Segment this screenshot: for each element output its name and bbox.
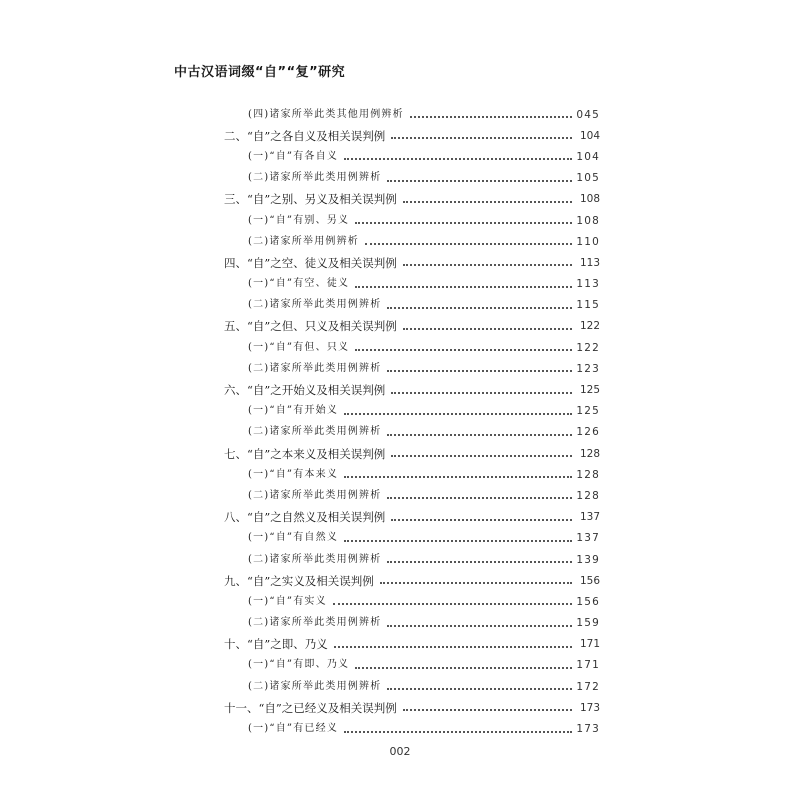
toc-subsection-entry[interactable]: [224, 168, 600, 189]
toc-entry-page-number: 137: [576, 532, 600, 545]
dot-leader: [344, 412, 572, 415]
toc-subsection-entry[interactable]: [224, 549, 600, 570]
dot-leader: [355, 221, 572, 224]
toc-entry-title: 六、“自”之开始义及相关误判例: [224, 383, 389, 397]
toc-subsection-entry[interactable]: [224, 274, 600, 295]
dot-leader: [387, 306, 572, 309]
dot-leader: [355, 666, 572, 669]
dot-leader: [387, 624, 572, 627]
dot-leader: [391, 136, 572, 139]
toc-entry-page-number: 156: [579, 574, 600, 587]
toc-entry-title: 八、“自”之自然义及相关误判例: [224, 510, 389, 524]
toc-entry-title: (一)“自”有即、乃义: [248, 658, 353, 672]
dot-leader: [365, 242, 572, 245]
toc-subsection-entry[interactable]: [224, 337, 600, 358]
dot-leader: [380, 581, 572, 584]
toc-subsection-entry[interactable]: [224, 401, 600, 422]
running-head: 中古汉语词缀“自”“复”研究: [174, 65, 346, 80]
table-of-contents: [224, 104, 600, 740]
toc-subsection-entry[interactable]: [224, 422, 600, 443]
toc-entry-page-number: 113: [579, 256, 600, 269]
toc-entry-page-number: 122: [576, 341, 600, 354]
dot-leader: [391, 518, 572, 521]
toc-section-entry[interactable]: [224, 316, 600, 337]
toc-section-entry[interactable]: [224, 125, 600, 146]
dot-leader: [334, 645, 572, 648]
toc-entry-page-number: 128: [576, 468, 600, 481]
dot-leader: [387, 496, 572, 499]
toc-entry-title: (二)诸家所举此类用例辨析: [248, 553, 385, 567]
toc-section-entry[interactable]: [224, 507, 600, 528]
toc-subsection-entry[interactable]: [224, 528, 600, 549]
toc-section-entry[interactable]: [224, 189, 600, 210]
toc-section-entry[interactable]: [224, 570, 600, 591]
toc-entry-page-number: 110: [576, 235, 600, 248]
toc-entry-page-number: 125: [576, 405, 600, 418]
toc-entry-page-number: 126: [576, 426, 600, 439]
toc-entry-title: (二)诸家所举此类用例辨析: [248, 425, 385, 439]
toc-entry-title: (一)“自”有本来义: [248, 468, 342, 482]
toc-entry-title: 七、“自”之本来义及相关误判例: [224, 447, 389, 461]
toc-subsection-entry[interactable]: [224, 295, 600, 316]
dot-leader: [344, 157, 572, 160]
toc-entry-page-number: 173: [576, 723, 600, 736]
toc-entry-title: (二)诸家所举用例辨析: [248, 235, 363, 249]
toc-entry-title: (二)诸家所举此类用例辨析: [248, 489, 385, 503]
toc-entry-title: (一)“自”有开始义: [248, 404, 342, 418]
dot-leader: [387, 369, 572, 372]
toc-subsection-entry[interactable]: [224, 613, 600, 634]
dot-leader: [410, 115, 572, 118]
toc-entry-title: 四、“自”之空、徒义及相关误判例: [224, 256, 401, 270]
dot-leader: [387, 687, 572, 690]
toc-entry-title: (二)诸家所举此类用例辨析: [248, 171, 385, 185]
toc-subsection-entry[interactable]: [224, 718, 600, 739]
toc-entry-title: 九、“自”之实义及相关误判例: [224, 574, 378, 588]
toc-entry-page-number: 171: [576, 659, 600, 672]
toc-entry-title: 三、“自”之别、另义及相关误判例: [224, 192, 401, 206]
toc-section-entry[interactable]: [224, 443, 600, 464]
toc-section-entry[interactable]: [224, 634, 600, 655]
toc-entry-title: (一)“自”有空、徒义: [248, 277, 353, 291]
toc-entry-title: (四)诸家所举此类其他用例辨析: [248, 108, 408, 122]
dot-leader: [403, 327, 572, 330]
toc-entry-page-number: 123: [576, 362, 600, 375]
toc-entry-page-number: 128: [576, 489, 600, 502]
toc-entry-page-number: 139: [576, 553, 600, 566]
dot-leader: [387, 433, 572, 436]
toc-entry-page-number: 122: [579, 320, 600, 333]
toc-entry-title: (一)“自”有已经义: [248, 722, 342, 736]
dot-leader: [391, 391, 572, 394]
toc-entry-title: (一)“自”有各自义: [248, 150, 342, 164]
toc-entry-title: (一)“自”有别、另义: [248, 214, 353, 228]
toc-subsection-entry[interactable]: [224, 591, 600, 612]
toc-entry-page-number: 173: [579, 701, 600, 714]
toc-entry-title: (一)“自”有实义: [248, 595, 331, 609]
dot-leader: [403, 708, 572, 711]
dot-leader: [344, 539, 572, 542]
toc-entry-title: (二)诸家所举此类用例辨析: [248, 616, 385, 630]
toc-subsection-entry[interactable]: [224, 655, 600, 676]
toc-entry-page-number: 171: [579, 638, 600, 651]
toc-subsection-entry[interactable]: [224, 146, 600, 167]
dot-leader: [355, 348, 572, 351]
toc-entry-title: (二)诸家所举此类用例辨析: [248, 362, 385, 376]
toc-entry-title: (一)“自”有自然义: [248, 531, 342, 545]
toc-subsection-entry[interactable]: [224, 676, 600, 697]
toc-subsection-entry[interactable]: [224, 104, 600, 125]
toc-entry-title: (一)“自”有但、只义: [248, 341, 353, 355]
dot-leader: [403, 263, 572, 266]
dot-leader: [387, 560, 572, 563]
toc-entry-page-number: 108: [576, 214, 600, 227]
toc-entry-page-number: 128: [579, 447, 600, 460]
toc-section-entry[interactable]: [224, 252, 600, 273]
toc-entry-page-number: 105: [576, 172, 600, 185]
dot-leader: [387, 179, 572, 182]
toc-entry-page-number: 104: [576, 150, 600, 163]
toc-entry-title: (二)诸家所举此类用例辨析: [248, 680, 385, 694]
toc-entry-title: 十一、“自”之已经义及相关误判例: [224, 701, 401, 715]
toc-entry-page-number: 137: [579, 511, 600, 524]
dot-leader: [403, 200, 572, 203]
toc-section-entry[interactable]: [224, 697, 600, 718]
toc-entry-page-number: 113: [576, 278, 600, 291]
toc-entry-page-number: 159: [576, 617, 600, 630]
toc-section-entry[interactable]: [224, 379, 600, 400]
toc-subsection-entry[interactable]: [224, 231, 600, 252]
dot-leader: [391, 454, 572, 457]
toc-entry-page-number: 108: [579, 193, 600, 206]
toc-entry-page-number: 125: [579, 384, 600, 397]
toc-entry-title: 五、“自”之但、只义及相关误判例: [224, 319, 401, 333]
toc-entry-page-number: 045: [576, 108, 600, 121]
toc-entry-page-number: 115: [576, 299, 600, 312]
toc-subsection-entry[interactable]: [224, 464, 600, 485]
toc-subsection-entry[interactable]: [224, 210, 600, 231]
toc-entry-page-number: 172: [576, 680, 600, 693]
toc-entry-title: (二)诸家所举此类用例辨析: [248, 298, 385, 312]
dot-leader: [344, 475, 572, 478]
toc-entry-title: 二、“自”之各自义及相关误判例: [224, 129, 389, 143]
toc-subsection-entry[interactable]: [224, 358, 600, 379]
page-number: 002: [389, 745, 411, 758]
toc-subsection-entry[interactable]: [224, 485, 600, 506]
toc-entry-page-number: 156: [576, 595, 600, 608]
toc-entry-title: 十、“自”之即、乃义: [224, 637, 332, 651]
dot-leader: [344, 730, 572, 733]
dot-leader: [333, 602, 572, 605]
toc-entry-page-number: 104: [579, 129, 600, 142]
dot-leader: [355, 285, 572, 288]
